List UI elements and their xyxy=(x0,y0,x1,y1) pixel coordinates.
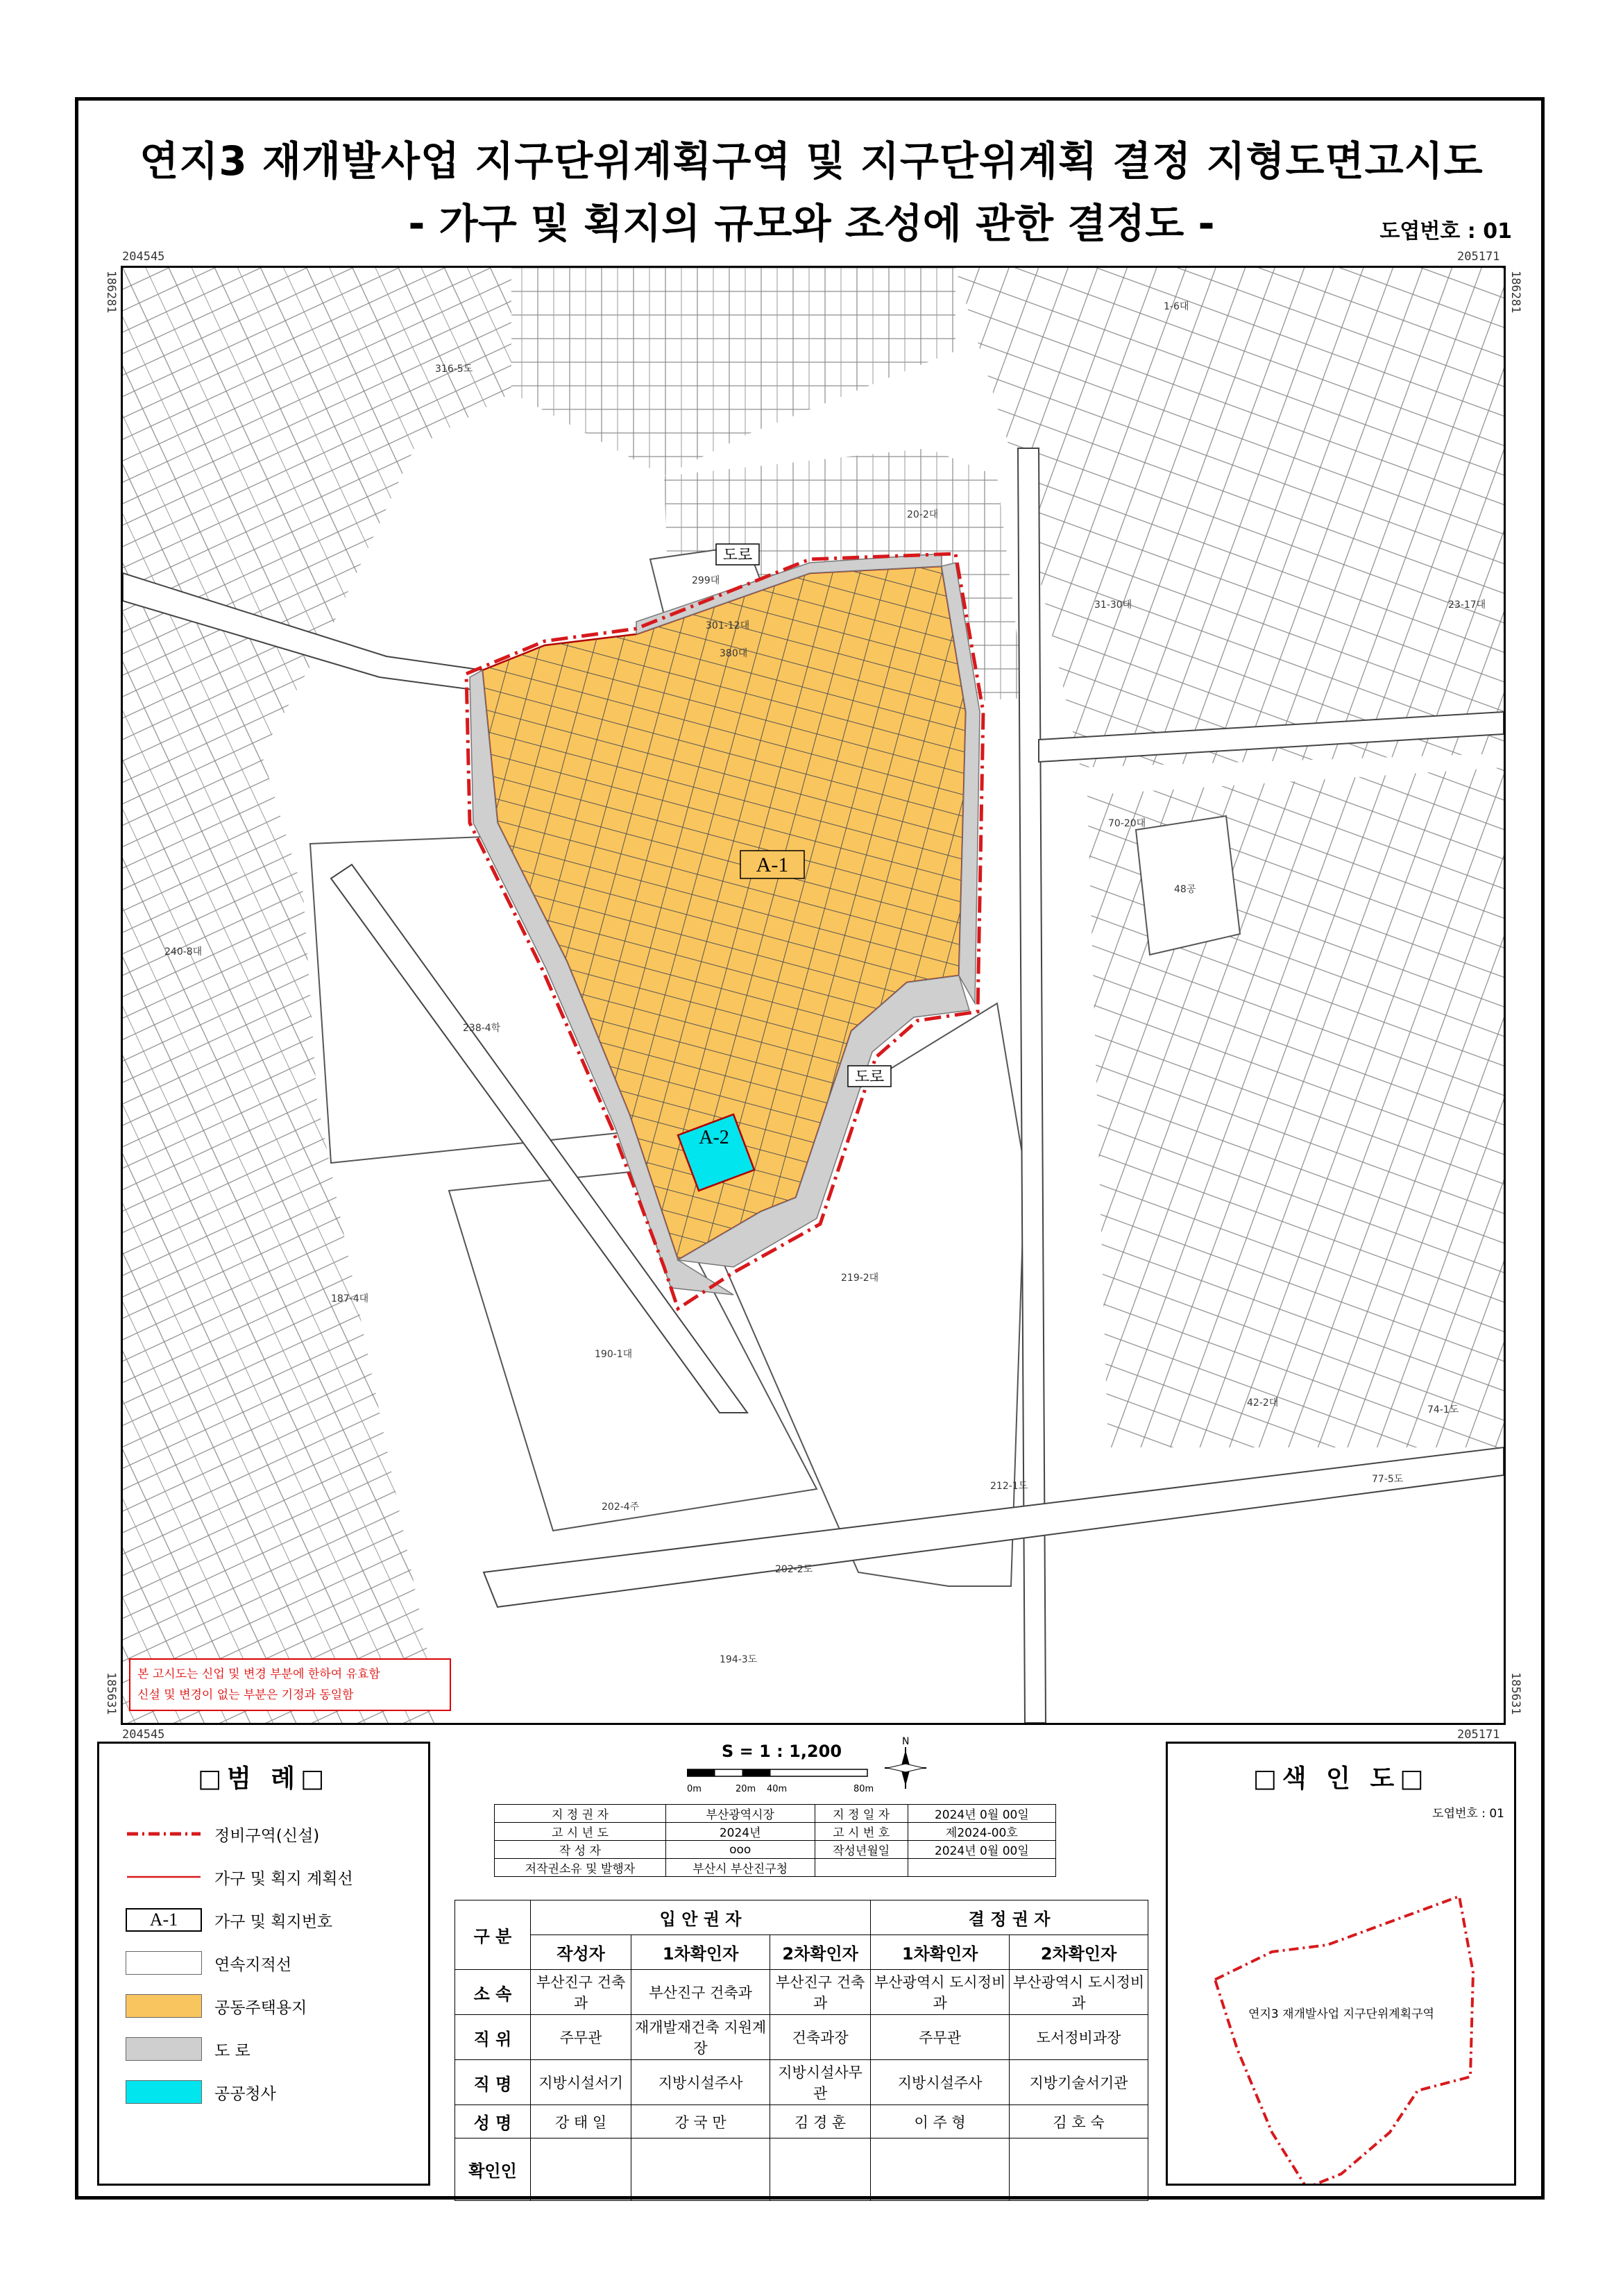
parcel-label: 301-12대 xyxy=(706,620,750,631)
index-area-label: 연지3 재개발사업 지구단위계획구역 xyxy=(1248,2007,1434,2021)
parcel-label: 299대 xyxy=(692,575,720,586)
info-cell: ooo xyxy=(665,1841,815,1859)
info-cell: 고 시 년 도 xyxy=(495,1823,666,1841)
info-cell: 작 성 자 xyxy=(495,1841,666,1859)
info-cell: 부산광역시장 xyxy=(665,1805,815,1823)
signature-cell xyxy=(770,2138,871,2201)
cadastral-map[interactable] xyxy=(121,266,1506,1725)
parcel-label: 23-17대 xyxy=(1448,599,1486,611)
notice-line-2: 신설 및 변경이 없는 부분은 기정과 동일함 xyxy=(137,1688,354,1702)
index-map-panel xyxy=(1166,1742,1516,2186)
parcel-label: 238-4학 xyxy=(463,1023,501,1034)
parcel-label: 194-3도 xyxy=(720,1654,758,1665)
info-cell: 2024년 0월 00일 xyxy=(908,1805,1055,1823)
block-a2-label: A-2 xyxy=(699,1127,729,1148)
group-header-proposer: 입 안 권 자 xyxy=(531,1900,871,1935)
map-drawing xyxy=(123,268,1504,1723)
row-header: 소 속 xyxy=(455,1970,531,2015)
table-cell: 부산광역시 도시정비과 xyxy=(1010,1970,1148,2015)
legend-symbol-cadastral xyxy=(126,1951,202,1975)
role-header: 1차확인자 xyxy=(631,1935,770,1970)
legend-symbol-block-line xyxy=(126,1865,202,1889)
info-cell xyxy=(908,1859,1055,1877)
parcel-label: 77-5도 xyxy=(1372,1474,1404,1485)
row-header: 직 명 xyxy=(455,2060,531,2105)
index-map-title: □색 인 도□ xyxy=(1252,1764,1429,1793)
index-map-drawing xyxy=(1168,1744,1514,2184)
row-header: 확인인 xyxy=(455,2138,531,2201)
row-header: 성 명 xyxy=(455,2105,531,2138)
role-header: 2차확인자 xyxy=(1010,1935,1148,1970)
table-cell: 강 국 만 xyxy=(631,2105,770,2138)
legend-label: 공동주택용지 xyxy=(214,1998,307,2017)
block-a1-label: A-1 xyxy=(756,853,789,876)
index-zone-outline xyxy=(1215,1896,1473,2184)
parcel-label: 202-4주 xyxy=(602,1502,640,1513)
svg-text:N: N xyxy=(902,1736,910,1747)
table-cell: 건축과장 xyxy=(770,2015,871,2060)
legend-label: 정비구역(신설) xyxy=(214,1826,320,1845)
coord-left-top-y: 186281 xyxy=(104,271,118,314)
table-cell: 주무관 xyxy=(871,2015,1010,2060)
table-cell: 지방시설주사 xyxy=(631,2060,770,2105)
table-row xyxy=(455,2105,1148,2138)
page-subtitle: - 가구 및 획지의 규모와 조성에 관한 결정도 - xyxy=(408,200,1215,247)
scale-tick: 80m xyxy=(853,1784,874,1794)
parcel-label: 187-4대 xyxy=(331,1293,369,1304)
coord-right-top-y: 186281 xyxy=(1509,271,1522,314)
role-header: 2차확인자 xyxy=(770,1935,871,1970)
scale-tick: 20m xyxy=(736,1784,756,1794)
legend-symbol-zone-boundary xyxy=(126,1822,202,1846)
legend-symbol-public-office xyxy=(126,2080,202,2104)
parcel-label: 31-30대 xyxy=(1094,599,1132,611)
legend-item-road xyxy=(126,2035,250,2063)
info-cell: 지 정 권 자 xyxy=(495,1805,666,1823)
parcel-label: 48공 xyxy=(1174,884,1196,895)
role-header: 1차확인자 xyxy=(871,1935,1010,1970)
coord-bottom-right-x: 205171 xyxy=(1457,1728,1500,1742)
table-cell: 지방기술서기관 xyxy=(1010,2060,1148,2105)
legend-item-housing xyxy=(126,1992,307,2020)
designation-info-table xyxy=(494,1804,1056,1877)
parcel-label: 212-1도 xyxy=(990,1481,1028,1492)
legend-label: 가구 및 획지 계획선 xyxy=(214,1869,353,1888)
parcels-northwest xyxy=(123,268,511,795)
legend-item-block-line xyxy=(126,1863,353,1891)
signature-cell xyxy=(1010,2138,1148,2201)
group-header-decider: 결 정 권 자 xyxy=(871,1900,1148,1935)
parcel-label: 316-5도 xyxy=(435,364,473,375)
legend-item-cadastral xyxy=(126,1949,291,1977)
parcel-label: 42-2대 xyxy=(1247,1397,1279,1409)
legend-symbol-housing xyxy=(126,1994,202,2018)
parcel-label: 202-2도 xyxy=(775,1564,813,1575)
info-cell: 2024년 0월 00일 xyxy=(908,1841,1055,1859)
legend-panel xyxy=(97,1742,430,2186)
table-cell: 주무관 xyxy=(531,2015,631,2060)
sheet-number: 도엽번호 : 01 xyxy=(1379,219,1512,244)
legend-symbol-block-number: A-1 xyxy=(126,1908,202,1932)
info-cell: 2024년 xyxy=(665,1823,815,1841)
parcel-label: 1-6대 xyxy=(1164,301,1189,312)
row-header: 직 위 xyxy=(455,2015,531,2060)
info-cell: 작성년월일 xyxy=(815,1841,908,1859)
parcel-label: 219-2대 xyxy=(841,1273,879,1284)
notice-line-1: 본 고시도는 신업 및 변경 부분에 한하여 유효함 xyxy=(137,1667,380,1681)
role-header: 작성자 xyxy=(531,1935,631,1970)
table-cell: 도서정비과장 xyxy=(1010,2015,1148,2060)
info-cell: 저작권소유 및 발행자 xyxy=(495,1859,666,1877)
legend-label: 도 로 xyxy=(214,2041,250,2060)
info-cell: 제2024-00호 xyxy=(908,1823,1055,1841)
info-cell xyxy=(815,1859,908,1877)
index-sheet-number: 도엽번호 : 01 xyxy=(1432,1807,1504,1821)
validity-notice xyxy=(129,1658,451,1711)
legend-item-zone xyxy=(126,1820,319,1848)
signature-cell xyxy=(631,2138,770,2201)
coord-right-bottom-y: 185631 xyxy=(1509,1672,1522,1715)
table-cell: 지방시설주사 xyxy=(871,2060,1010,2105)
legend-symbol-road xyxy=(126,2037,202,2061)
table-row xyxy=(455,1970,1148,2015)
legend-title: □범 례□ xyxy=(197,1764,330,1793)
legend-label: 연속지적선 xyxy=(214,1955,292,1974)
coord-bottom-left-x: 204545 xyxy=(122,1728,165,1742)
legend-item-block-number xyxy=(126,1906,332,1934)
info-cell: 고 시 번 호 xyxy=(815,1823,908,1841)
legend-item-public-office xyxy=(126,2078,276,2106)
parcel-label: 190-1대 xyxy=(595,1349,633,1360)
table-cell: 지방시설사무관 xyxy=(770,2060,871,2105)
parcel-label: 240-8대 xyxy=(164,946,203,958)
legend-label: 가구 및 획지번호 xyxy=(214,1912,333,1931)
road-label-1: 도로 xyxy=(722,547,753,564)
coord-left-bottom-y: 185631 xyxy=(104,1672,118,1715)
coord-top-left-x: 204545 xyxy=(122,250,165,264)
approval-table xyxy=(454,1900,1148,2201)
parcel-label: 70-20대 xyxy=(1108,818,1146,829)
coord-top-right-x: 205171 xyxy=(1457,250,1500,264)
legend-label: 공공청사 xyxy=(214,2084,276,2103)
signature-cell xyxy=(531,2138,631,2201)
scale-text: S = 1 : 1,200 xyxy=(722,1742,842,1761)
scale-tick: 0m xyxy=(687,1784,702,1794)
table-cell: 부산진구 건축과 xyxy=(631,1970,770,2015)
table-cell: 재개발재건축 지원계장 xyxy=(631,2015,770,2060)
table-cell: 부산광역시 도시정비과 xyxy=(871,1970,1010,2015)
parcel-label: 20-2대 xyxy=(907,509,939,520)
page-title: 연지3 재개발사업 지구단위계획구역 및 지구단위계획 결정 지형도면고시도 xyxy=(139,137,1484,185)
table-cell: 김 경 훈 xyxy=(770,2105,871,2138)
table-row xyxy=(455,2138,1148,2201)
parcel-label: 74-1도 xyxy=(1427,1404,1459,1415)
road-label-2: 도로 xyxy=(854,1069,885,1086)
division-header: 구 분 xyxy=(455,1900,531,1970)
scale-bar xyxy=(687,1768,888,1805)
table-cell: 부산진구 건축과 xyxy=(770,1970,871,2015)
scale-tick: 40m xyxy=(767,1784,788,1794)
table-row xyxy=(455,2060,1148,2105)
table-row xyxy=(455,2015,1148,2060)
parcel-label: 380대 xyxy=(720,648,748,659)
signature-cell xyxy=(871,2138,1010,2201)
table-cell: 이 주 형 xyxy=(871,2105,1010,2138)
north-arrow-icon xyxy=(881,1735,930,1793)
table-cell: 지방시설서기 xyxy=(531,2060,631,2105)
table-cell: 김 호 숙 xyxy=(1010,2105,1148,2138)
info-cell: 지 정 일 자 xyxy=(815,1805,908,1823)
parcels-north xyxy=(511,268,955,476)
table-cell: 부산진구 건축과 xyxy=(531,1970,631,2015)
info-cell: 부산시 부산진구청 xyxy=(665,1859,815,1877)
table-cell: 강 태 일 xyxy=(531,2105,631,2138)
